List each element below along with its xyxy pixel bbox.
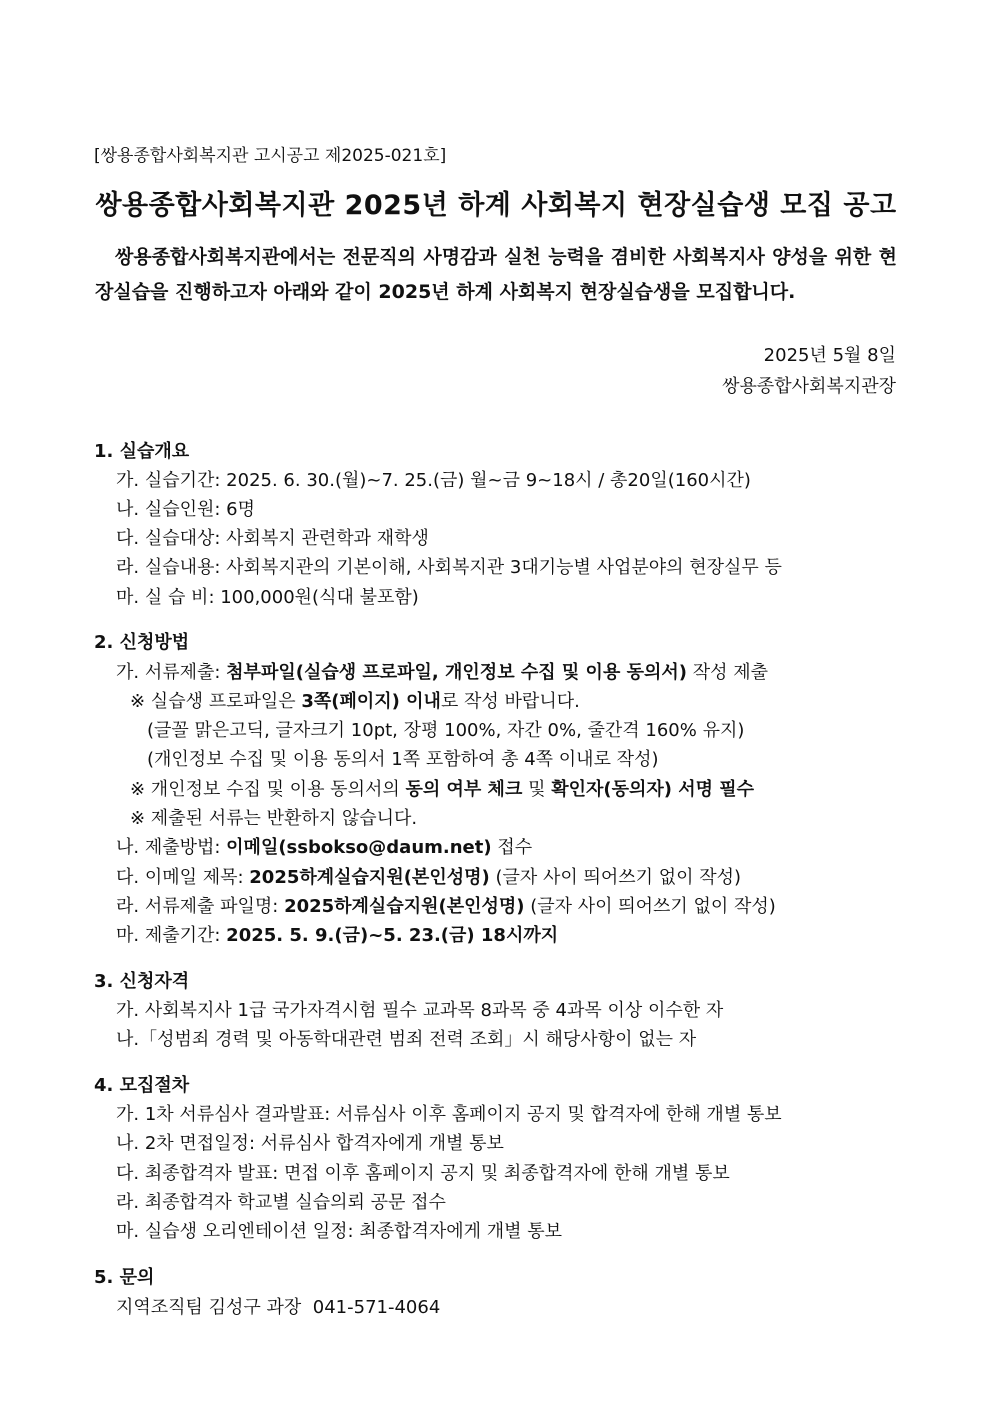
label: 작성 제출 [686,662,768,683]
issuer: 쌍용종합사회복지관장 [722,376,896,397]
section-3-heading: 3. 신청자격 [94,971,190,992]
section-2-heading: 2. 신청방법 [94,632,190,653]
label: ※ 개인정보 수집 및 이용 동의서의 [130,779,406,800]
s2-note-profile [130,687,580,713]
s4-item-final-result: 다. 최종합격자 발표: 면접 이후 홈페이지 공지 및 최종합격자에 한해 개별 통보 [116,1163,730,1184]
label: ※ 실습생 프로파일은 [130,691,302,712]
email-address: 이메일(ssbokso@daum.net) [226,837,492,858]
section-4-heading: 4. 모집절차 [94,1075,190,1096]
label: (글자 사이 띄어쓰기 없이 작성) [489,867,742,888]
s4-item-school-request: 라. 최종합격자 학교별 실습의뢰 공문 접수 [116,1192,446,1213]
s2-note-consent-pages: (개인정보 수집 및 이용 동의서 1쪽 포함하여 총 4쪽 이내로 작성) [147,749,659,770]
notice-date: 2025년 5월 8일 [763,345,896,366]
section-1-heading: 1. 실습개요 [94,441,190,462]
notice-number: [쌍용종합사회복지관 고시공고 제2025-021호] [94,146,447,166]
s2-note-format: (글꼴 맑은고딕, 글자크기 10pt, 장평 100%, 자간 0%, 줄간격 160% 유지) [147,720,745,741]
s2-item-filename [116,892,776,918]
s1-item-fee: 마. 실 습 비: 100,000원(식대 불포함) [116,587,419,608]
signature-required: 확인자(동의자) 서명 필수 [551,779,755,800]
s4-item-interview: 나. 2차 면접일정: 서류심사 합격자에게 개별 통보 [116,1133,504,1154]
consent-check: 동의 여부 체크 [405,779,523,800]
page-limit: 3쪽(페이지) 이내 [301,691,441,712]
s4-item-first-result: 가. 1차 서류심사 결과발표: 서류심사 이후 홈페이지 공지 및 합격자에 한해 개별 통보 [116,1104,782,1125]
s1-item-target: 다. 실습대상: 사회복지 관련학과 재학생 [116,528,429,549]
label: 및 [522,779,552,800]
s4-item-orientation: 마. 실습생 오리엔테이션 일정: 최종합격자에게 개별 통보 [116,1221,563,1242]
attachment-files: 첨부파일(실습생 프로파일, 개인정보 수집 및 이용 동의서) [226,662,687,683]
label: (글자 사이 띄어쓰기 없이 작성) [524,896,776,917]
contact-info: 지역조직팀 김성구 과장 041-571-4064 [116,1297,441,1318]
label: 라. 서류제출 파일명: [116,896,285,917]
intro-paragraph: 쌍용종합사회복지관에서는 전문직의 사명감과 실천 능력을 겸비한 사회복지사 양성을 위한 현장실습을 진행하고자 아래와 같이 2025년 하계 사회복지 현장실습생을 모집합니다. [95,246,897,303]
s3-item-courses: 가. 사회복지사 1급 국가자격시험 필수 교과목 8과목 중 4과목 이상 이수한 자 [116,1000,724,1021]
label: 나. 제출방법: [116,837,227,858]
label: 가. 서류제출: [116,662,227,683]
deadline: 2025. 5. 9.(금)~5. 23.(금) 18시까지 [226,925,559,946]
s2-item-deadline [116,921,558,947]
s2-item-method [116,833,532,859]
filename-format: 2025하계실습지원(본인성명) [284,896,525,917]
page-title: 쌍용종합사회복지관 2025년 하계 사회복지 현장실습생 모집 공고 [95,190,897,221]
label: 마. 제출기간: [116,925,227,946]
label: 접수 [491,837,533,858]
s2-item-email-subject [116,863,741,889]
s2-note-no-return: ※ 제출된 서류는 반환하지 않습니다. [130,808,418,829]
s2-note-consent [130,775,754,801]
s2-item-documents [116,658,768,684]
section-5-heading: 5. 문의 [94,1267,155,1288]
label: 다. 이메일 제목: [116,867,250,888]
label: 로 작성 바랍니다. [440,691,580,712]
s1-item-count: 나. 실습인원: 6명 [116,499,256,520]
s3-item-background-check: 나.「성범죄 경력 및 아동학대관련 범죄 전력 조회」시 해당사항이 없는 자 [116,1029,697,1050]
s1-item-content: 라. 실습내용: 사회복지관의 기본이해, 사회복지관 3대기능별 사업분야의 현장실무 등 [116,557,782,578]
s1-item-period: 가. 실습기간: 2025. 6. 30.(월)~7. 25.(금) 월~금 9~18시 / 총20일(160시간) [116,470,751,491]
subject-format: 2025하계실습지원(본인성명) [249,867,490,888]
